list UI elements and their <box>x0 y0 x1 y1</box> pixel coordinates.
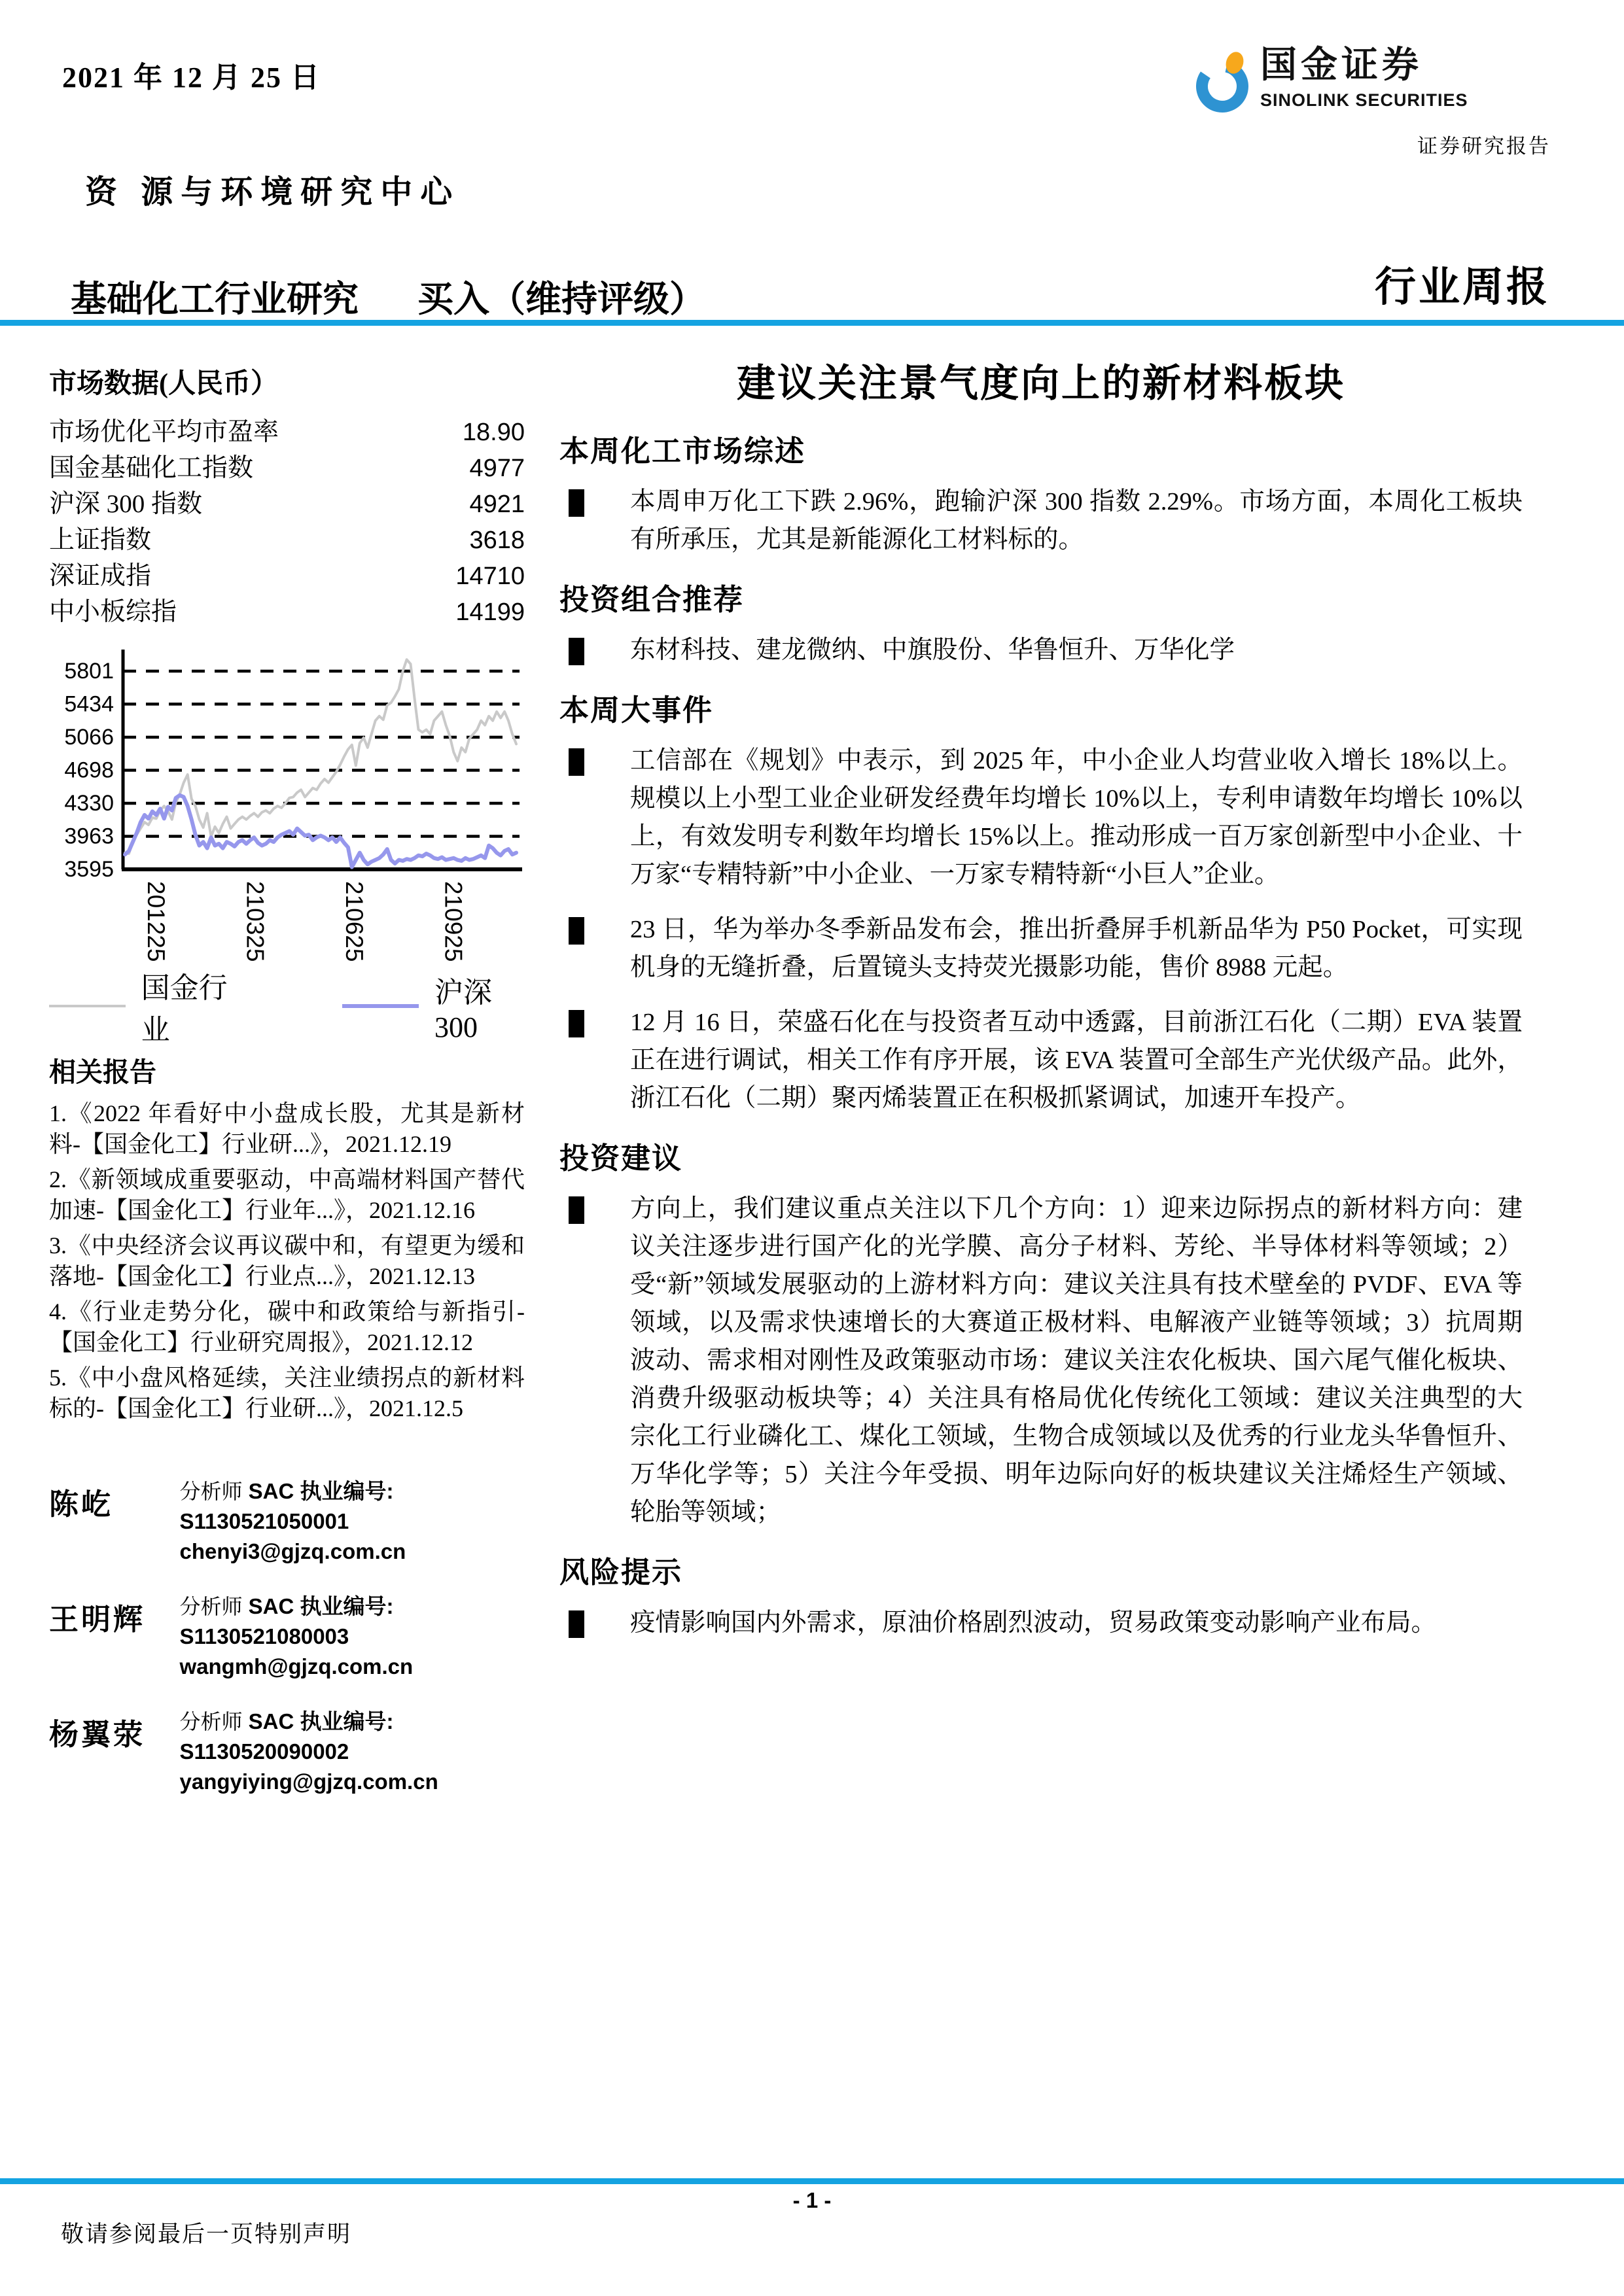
analyst-role: 分析师 <box>179 1480 243 1503</box>
related-reports-title: 相关报告 <box>49 1057 156 1087</box>
related-report-item[interactable]: 1.《2022 年看好中小盘成长股，尤其是新材料-【国金化工】行业研...》，2021.12.19 <box>49 1100 525 1157</box>
analyst-entry <box>49 1707 525 1797</box>
market-row <box>49 447 525 483</box>
svg-text:3963: 3963 <box>64 824 114 849</box>
market-label: 市场优化平均市盈率 <box>49 418 279 446</box>
brand-name-cn: 国金证券 <box>1260 44 1422 85</box>
bullet-item <box>559 742 1523 894</box>
bullet-marker-icon <box>569 748 584 776</box>
bullet-item <box>559 483 1523 559</box>
bullet-item <box>559 1003 1523 1117</box>
svg-text:5434: 5434 <box>64 691 114 717</box>
analyst-email[interactable]: yangyiying@gjzq.com.cn <box>179 1769 438 1794</box>
related-report-item[interactable]: 4.《行业走势分化，碳中和政策给与新指引-【国金化工】行业研究周报》，2021.12.12 <box>49 1298 525 1355</box>
svg-text:5801: 5801 <box>64 659 114 684</box>
analyst-cert: SAC 执业编号: S1130520090002 <box>179 1709 394 1764</box>
market-value: 4921 <box>469 491 525 518</box>
section-heading-portfolio: 投资组合推荐 <box>559 583 745 616</box>
market-value: 3618 <box>469 527 525 554</box>
svg-text:5066: 5066 <box>64 725 114 750</box>
price-chart-block <box>49 642 525 1046</box>
svg-text:4698: 4698 <box>64 757 114 783</box>
market-label: 深证成指 <box>49 562 152 590</box>
page-number: - 1 - <box>792 2188 832 2212</box>
bullet-marker-icon <box>569 1010 584 1037</box>
analyst-name: 王明辉 <box>49 1603 146 1636</box>
research-center: 资 源与环境研究中心 <box>85 174 461 210</box>
analyst-role: 分析师 <box>179 1595 243 1618</box>
bullet-text: 本周申万化工下跌 2.96%，跑输沪深 300 指数 2.29%。市场方面，本周化工板块有所承压，尤其是新能源化工材料标的。 <box>630 488 1523 553</box>
svg-text:201225: 201225 <box>143 881 170 962</box>
market-row <box>49 483 525 519</box>
bullet-item <box>559 1190 1523 1531</box>
market-value: 4977 <box>469 455 525 482</box>
legend-label: 国金行业 <box>141 972 228 1046</box>
market-row <box>49 555 525 591</box>
legend-line-blue-icon <box>342 1004 419 1008</box>
analyst-email[interactable]: chenyi3@gjzq.com.cn <box>179 1539 406 1563</box>
header-divider <box>0 320 1624 326</box>
legend-label: 沪深300 <box>434 976 492 1043</box>
bullet-marker-icon <box>569 489 584 517</box>
analyst-role: 分析师 <box>179 1710 243 1733</box>
analyst-name: 陈屹 <box>49 1488 114 1521</box>
legend-line-gray-icon <box>49 1005 126 1007</box>
market-value: 14710 <box>455 563 525 590</box>
analyst-entry <box>49 1592 525 1682</box>
chart-legend <box>49 972 525 1046</box>
report-type: 行业周报 <box>1375 264 1550 310</box>
section-heading-investment-advice: 投资建议 <box>559 1142 683 1175</box>
svg-text:210625: 210625 <box>341 881 368 962</box>
related-report-item[interactable]: 3.《中央经济会议再议碳中和，有望更为缓和落地-【国金化工】行业点...》，2021.12.13 <box>49 1232 525 1289</box>
bullet-item <box>559 1604 1523 1642</box>
bullet-item <box>559 631 1523 669</box>
svg-text:210325: 210325 <box>241 881 269 962</box>
report-category: 证券研究报告 <box>1417 135 1551 158</box>
footer-disclaimer: 敬请参阅最后一页特别声明 <box>61 2221 352 2247</box>
sidebar-column <box>49 362 525 1822</box>
section-heading-risk: 风险提示 <box>559 1556 683 1589</box>
market-row <box>49 519 525 555</box>
market-label: 中小板综指 <box>49 598 177 626</box>
footer-divider <box>0 2178 1624 2184</box>
bullet-text: 疫情影响国内外需求，原油价格剧烈波动，贸易政策变动影响产业布局。 <box>630 1609 1437 1637</box>
analyst-name: 杨翼荥 <box>49 1718 146 1751</box>
bullet-item <box>559 911 1523 986</box>
bullet-marker-icon <box>569 1610 584 1638</box>
bullet-marker-icon <box>569 917 584 945</box>
market-label: 沪深 300 指数 <box>49 490 203 518</box>
industry-title: 基础化工行业研究 <box>71 279 359 319</box>
market-data-title: 市场数据(人民币） <box>49 369 278 399</box>
bullet-text: 东材科技、建龙微纳、中旗股份、华鲁恒升、万华化学 <box>630 636 1235 664</box>
related-report-item[interactable]: 2.《新领域成重要驱动，中高端材料国产替代加速-【国金化工】行业年...》，2021.12.16 <box>49 1166 525 1223</box>
bullet-text: 方向上，我们建议重点关注以下几个方向：1）迎来边际拐点的新材料方向：建议关注逐步进行国产化的光学膜、高分子材料、芳纶、半导体材料等领域；2）受“新”领域发展驱动的上游材料方向：建议关注具有技术壁垒的 PVDF、EVA 等领域，以及需求快速增长的大赛道正极材料、电解液产业链等领域；3）抗周期波动、需求相对刚性及政策驱动市场：建议关注农化板块、国六尾气催化板块、消费升级驱动板块等；4）关注具有格局优化传统化工领域：建议关注典型的大宗化工行业磷化工、煤化工领域，生物合成领域以及优秀的行业龙头华鲁恒升、万华化学等；5）关注今年受损、明年边际向好的板块建议关注烯烃生产领域、轮胎等领域； <box>630 1195 1523 1526</box>
page-title: 建议关注景气度向上的新材料板块 <box>736 362 1345 405</box>
market-row <box>49 411 525 447</box>
bullet-marker-icon <box>569 638 584 665</box>
analyst-cert: SAC 执业编号: S1130521080003 <box>179 1594 394 1648</box>
section-heading-weekly-events: 本周大事件 <box>559 694 714 727</box>
market-row <box>49 591 525 627</box>
market-value: 14199 <box>455 599 525 626</box>
industry-vs-csi300-chart <box>49 642 525 985</box>
analyst-cert: SAC 执业编号: S1130521050001 <box>179 1479 394 1533</box>
bullet-text: 工信部在《规划》中表示，到 2025 年，中小企业人均营业收入增长 18%以上。规模以上小型工业企业研发经费年均增长 10%以上，专利申请数年均增长 10%以上，有效发明专利数年均增长 15%以上。推动形成一百万家创新型中小企业、十万家“专精特新”中小企业、一万家专精特新“小巨人”企业。 <box>630 747 1523 888</box>
brand-logo <box>1196 43 1468 124</box>
market-label: 国金基础化工指数 <box>49 454 254 482</box>
report-date: 2021 年 12 月 25 日 <box>62 61 321 94</box>
analyst-list <box>49 1476 525 1797</box>
market-value: 18.90 <box>462 419 525 446</box>
bullet-marker-icon <box>569 1196 584 1224</box>
market-label: 上证指数 <box>49 526 152 554</box>
analyst-email[interactable]: wangmh@gjzq.com.cn <box>179 1654 414 1679</box>
related-report-item[interactable]: 5.《中小盘风格延续，关注业绩拐点的新材料标的-【国金化工】行业研...》，2021.12.5 <box>49 1365 525 1421</box>
analyst-entry <box>49 1476 525 1567</box>
sinolink-logo-icon <box>1196 43 1251 124</box>
rating-badge: 买入（维持评级） <box>417 279 706 319</box>
svg-text:3595: 3595 <box>64 857 114 882</box>
section-heading-market-summary: 本周化工市场综述 <box>559 435 806 468</box>
legend-item <box>49 964 244 1048</box>
bullet-text: 23 日，华为举办冬季新品发布会，推出折叠屏手机新品华为 P50 Pocket，可实现机身的无缝折叠，后置镜头支持荧光摄影功能，售价 8988 元起。 <box>630 916 1523 981</box>
svg-text:4330: 4330 <box>64 791 114 816</box>
industry-title-line <box>71 270 705 322</box>
legend-item <box>342 969 525 1044</box>
main-content-column <box>559 362 1523 1659</box>
brand-name-en: SINOLINK SECURITIES <box>1260 90 1468 110</box>
bullet-text: 12 月 16 日，荣盛石化在与投资者互动中透露，目前浙江石化（二期）EVA 装置正在进行调试，相关工作有序开展，该 EVA 装置可全部生产光伏级产品。此外，浙江石化（二期）聚丙烯装置正在积极抓紧调试，加速开车投产。 <box>630 1009 1523 1112</box>
svg-text:210925: 210925 <box>440 881 467 962</box>
